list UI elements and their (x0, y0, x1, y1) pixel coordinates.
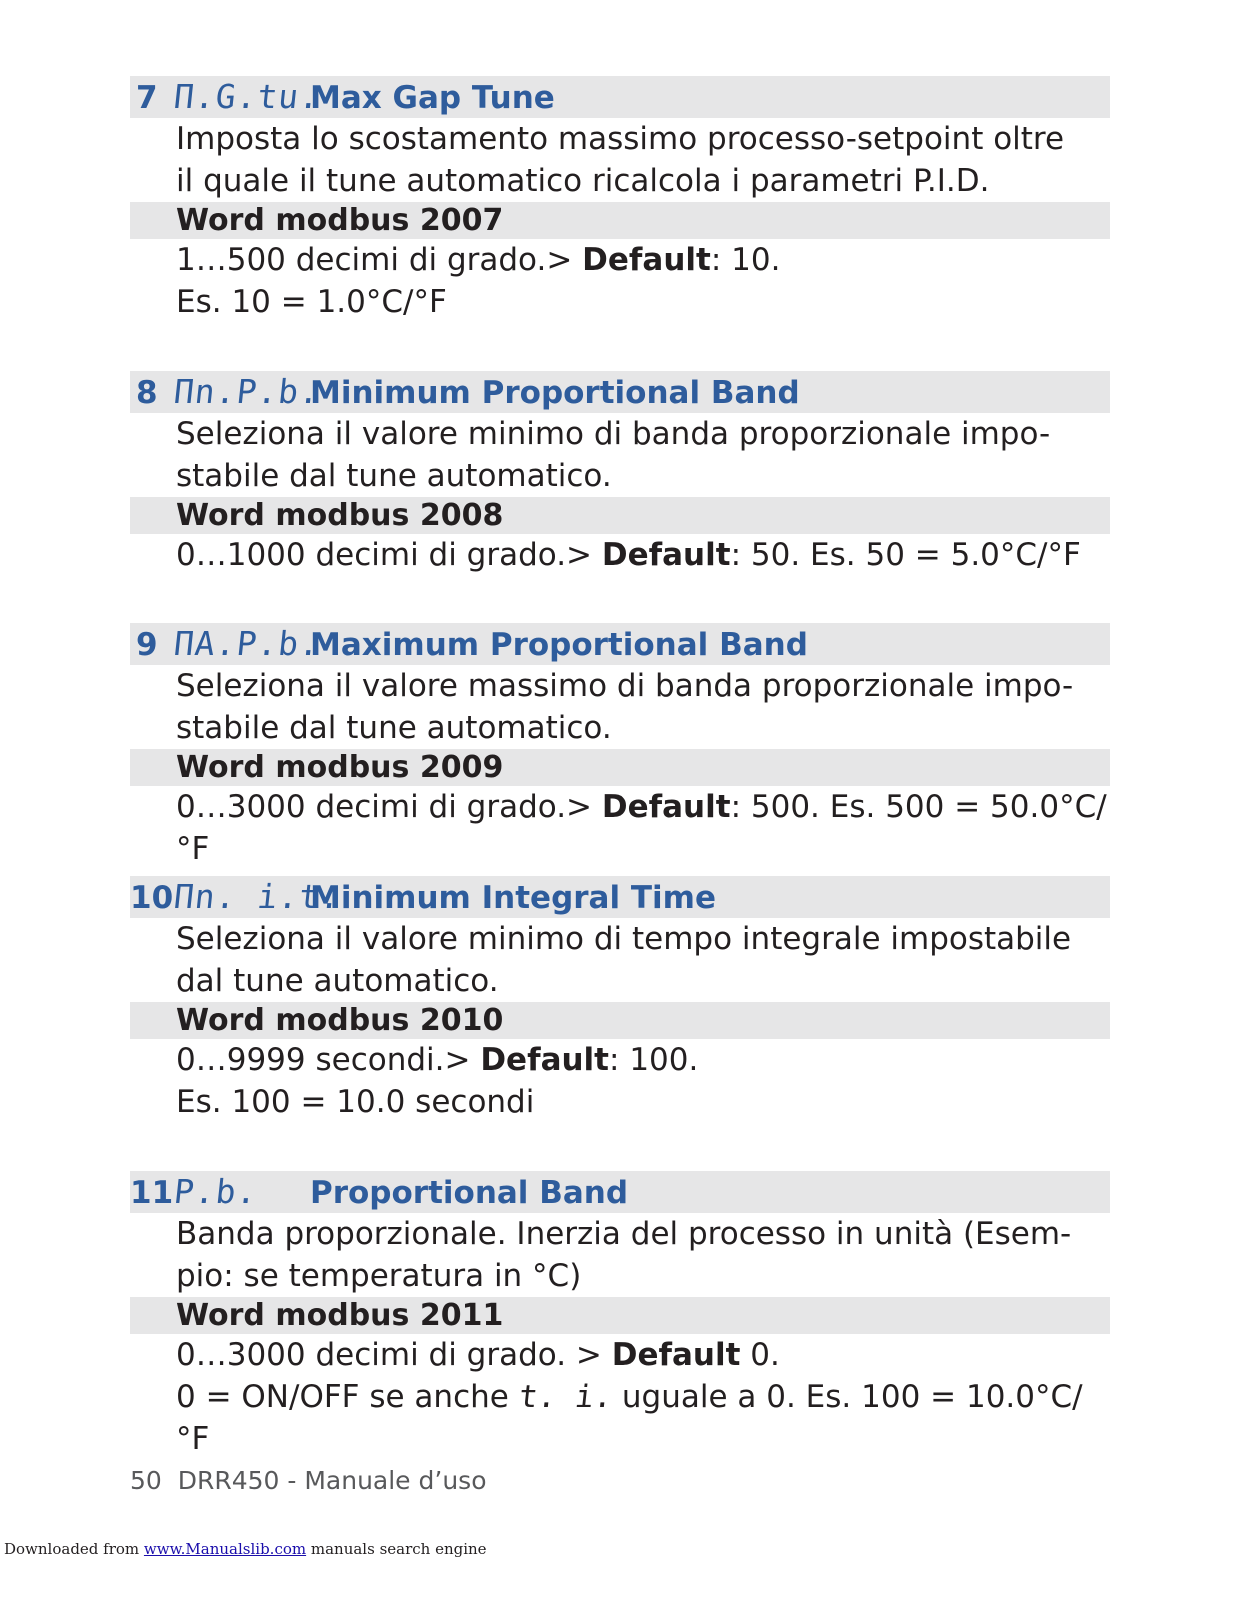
parameter-title: Max Gap Tune (310, 80, 555, 116)
parameter-values (130, 1334, 1110, 1460)
description-line: dal tune automatico. (176, 963, 499, 999)
description-line: stabile dal tune automatico. (176, 458, 612, 494)
description-line: stabile dal tune automatico. (176, 710, 612, 746)
parameter-header (130, 371, 1110, 413)
description-line: Seleziona il valore massimo di banda proporzionale impo- (176, 668, 1074, 704)
parameter-header (130, 876, 1110, 918)
parameter-header (130, 1171, 1110, 1213)
parameter-section (130, 371, 1110, 576)
modbus-word: Word modbus 2011 (130, 1297, 1110, 1334)
value-line: 0…1000 decimi di grado.> Default: 50. Es. 50 = 5.0°C/°F (176, 537, 1081, 573)
description-line: Seleziona il valore minimo di tempo integrale impostabile (176, 921, 1072, 957)
parameter-section (130, 623, 1110, 870)
modbus-word: Word modbus 2010 (130, 1002, 1110, 1039)
description-line: pio: se temperatura in °C) (176, 1258, 582, 1294)
parameter-number: 9 (136, 627, 158, 663)
value-line: 0…9999 secondi.> Default: 100. (176, 1042, 699, 1078)
parameter-number: 8 (136, 375, 158, 411)
value-line: 0…3000 decimi di grado. > Default 0. (176, 1337, 780, 1373)
parameter-values (130, 1039, 1110, 1123)
parameter-values (130, 239, 1110, 323)
parameter-lcd-code: Пn.P.b. (172, 372, 323, 411)
parameter-lcd-code: P.b. (172, 1172, 260, 1211)
parameter-description (130, 118, 1110, 202)
value-line: Es. 100 = 10.0 secondi (176, 1084, 535, 1120)
parameter-title: Minimum Integral Time (310, 880, 716, 916)
parameter-header (130, 76, 1110, 118)
parameter-description (130, 918, 1110, 1002)
description-line: il quale il tune automatico ricalcola i parametri P.I.D. (176, 163, 990, 199)
document-title: DRR450 - Manuale d’uso (177, 1466, 487, 1495)
parameter-values (130, 786, 1110, 870)
modbus-word: Word modbus 2008 (130, 497, 1110, 534)
value-line: Es. 10 = 1.0°C/°F (176, 284, 447, 320)
page-number: 50 (130, 1466, 162, 1495)
parameter-description (130, 1213, 1110, 1297)
parameter-lcd-code: Пn. i.t. (172, 877, 344, 916)
parameter-title: Maximum Proportional Band (310, 627, 808, 663)
parameter-values (130, 534, 1110, 576)
parameter-lcd-code: ПA.P.b. (172, 624, 323, 663)
description-line: Imposta lo scostamento massimo processo-setpoint oltre (176, 121, 1065, 157)
download-notice: Downloaded from www.Manualslib.com manuals search engine (4, 1540, 487, 1558)
inline-lcd-code: t. i. (516, 1379, 614, 1415)
parameter-title: Minimum Proportional Band (310, 375, 800, 411)
parameter-description (130, 413, 1110, 497)
parameter-lcd-code: П.G.tu. (172, 77, 323, 116)
page-footer (130, 1466, 487, 1495)
parameter-number: 11 (130, 1175, 174, 1211)
modbus-word: Word modbus 2007 (130, 202, 1110, 239)
parameter-number: 10 (130, 880, 174, 916)
parameter-header (130, 623, 1110, 665)
parameter-number: 7 (136, 80, 158, 116)
description-line: Seleziona il valore minimo di banda proporzionale impo- (176, 416, 1051, 452)
value-line: 0…3000 decimi di grado.> Default: 500. Es. 500 = 50.0°C/°F (176, 789, 1107, 867)
parameter-title: Proportional Band (310, 1175, 629, 1211)
manualslib-link[interactable]: www.Manualslib.com (143, 1540, 307, 1558)
parameter-section (130, 1171, 1110, 1460)
parameter-section (130, 876, 1110, 1123)
value-line: 1…500 decimi di grado.> Default: 10. (176, 242, 781, 278)
parameter-section (130, 76, 1110, 323)
parameter-description (130, 665, 1110, 749)
description-line: Banda proporzionale. Inerzia del processo in unità (Esem- (176, 1216, 1072, 1252)
value-line: 0 = ON/OFF se anche t. i. uguale a 0. Es. 100 = 10.0°C/°F (176, 1376, 1110, 1460)
modbus-word: Word modbus 2009 (130, 749, 1110, 786)
